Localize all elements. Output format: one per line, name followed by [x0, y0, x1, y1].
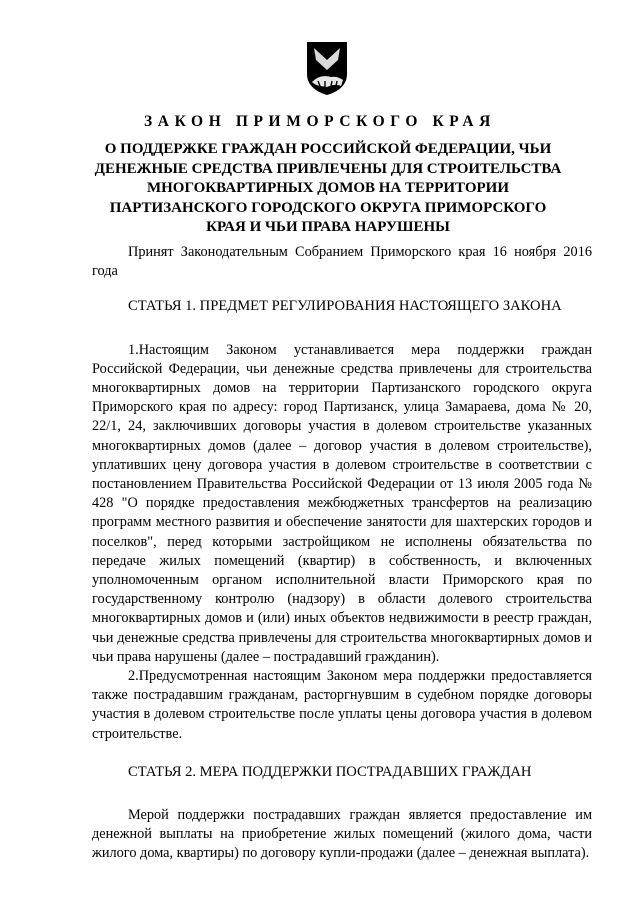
adoption-note: Принят Законодательным Собранием Приморского края 16 ноября 2016 года — [92, 244, 592, 280]
article-1-heading: СТАТЬЯ 1. ПРЕДМЕТ РЕГУЛИРОВАНИЯ НАСТОЯЩЕГО ЗАКОНА — [128, 298, 562, 315]
article-2-heading: СТАТЬЯ 2. МЕРА ПОДДЕРЖКИ ПОСТРАДАВШИХ ГРАЖДАН — [128, 763, 532, 780]
law-title: ЗАКОН ПРИМОРСКОГО КРАЯ — [144, 113, 496, 130]
article-1-paragraph-2: 2.Предусмотренная настоящим Законом мера поддержки предоставляется также пострадавшим гражданам, расторгнувшим в судебном порядке договоры участия в долевом строительстве после уплаты цены договора участия в долевом строительстве. — [92, 668, 592, 742]
coat-of-arms-icon — [304, 40, 350, 96]
law-subtitle: О ПОДДЕРЖКЕ ГРАЖДАН РОССИЙСКОЙ ФЕДЕРАЦИИ, ЧЬИ ДЕНЕЖНЫЕ СРЕДСТВА ПРИВЛЕЧЕНЫ ДЛЯ СТРОИТЕЛЬСТВА МНОГОКВАРТИРНЫХ ДОМОВ НА ТЕРРИТОРИИ ПАРТИЗАНСКОГО ГОРОДСКОГО ОКРУГА ПРИМОРСКОГО КРАЯ И ЧЬИ ПРАВА НАРУШЕНЫ — [94, 141, 562, 236]
article-2-paragraph-1: Мерой поддержки пострадавших граждан является предоставление им денежной выплаты на приобретение жилых помещений (жилого дома, части жилого дома, квартиры) по договору купли-продажи (далее – денежная выплата). — [92, 807, 592, 862]
article-1-paragraph-1: 1.Настоящим Законом устанавливается мера поддержки граждан Российской Федерации, чьи денежные средства привлечены для строительства многоквартирных домов на территории Партизанского городского округа Приморского края по адресу: город Партизанск, улица Замараева, дома № 20, 22/1, 24, заключивших договоры участия в долевом строительстве указанных многоквартирных домов (далее – договор участия в долевом строительстве), уплативших цену договора участия в долевом строительстве в соответствии с постановлением Правительства Российской Федерации от 13 июля 2005 года № 428 "О порядке предоставления межбюджетных трансфертов на реализацию программ местного развития и обеспечение занятости для шахтерских городов и поселков", перед которыми застройщиком не исполнены обязательства по передаче жилых помещений (квартир) в собственность, и включенных уполномоченным органом исполнительной власти Приморского края по государственному контролю (надзору) в области долевого строительства многоквартирных домов и (или) иных объектов недвижимости в реестр граждан, чьи денежные средства привлечены для строительства многоквартирных домов и чьи права нарушены (далее – пострадавший гражданин). — [92, 341, 592, 665]
document-body — [92, 243, 592, 864]
